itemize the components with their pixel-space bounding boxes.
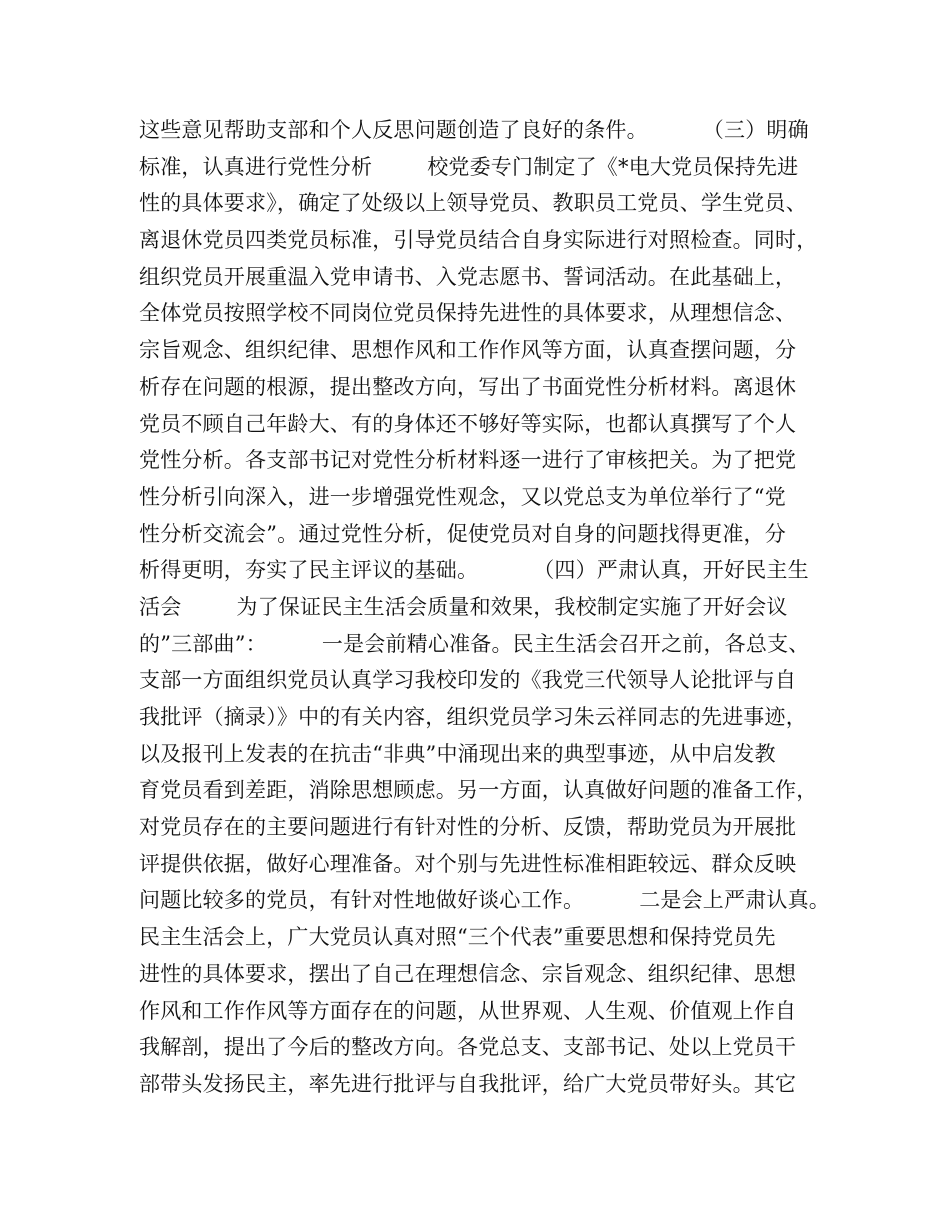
text-line: 标准，认真进行党性分析 校党委专门制定了《*电大党员保持先进: [139, 154, 799, 179]
text-line: 宗旨观念、组织纪律、思想作风和工作作风等方面，认真查摆问题，分: [139, 338, 797, 363]
text-line: 我批评（摘录）》中的有关内容，组织党员学习朱云祥同志的先进事迹，: [139, 705, 807, 729]
text-line: 问题比较多的党员，有针对性地做好谈心工作。 二是会上严肃认真。: [139, 888, 830, 913]
body-text: [139, 112, 839, 1103]
text-line: 评提供依据，做好心理准备。对个别与先进性标准相距较远、群众反映: [139, 851, 797, 876]
text-line: 进性的具体要求，摆出了自己在理想信念、宗旨观念、组织纪律、思想: [139, 961, 797, 986]
text-line: 民主生活会上，广大党员认真对照“三个代表”重要思想和保持党员先: [139, 925, 776, 950]
text-line: 离退休党员四类党员标准，引导党员结合自身实际进行对照检查。同时，: [139, 228, 818, 253]
text-line: 支部一方面组织党员认真学习我校印发的《我党三代领导人论批评与自: [139, 668, 797, 693]
text-line: 党性分析。各支部书记对党性分析材料逐一进行了审核把关。为了把党: [139, 448, 797, 473]
text-line: 性分析引向深入，进一步增强党性观念，又以党总支为单位举行了“党: [139, 484, 786, 509]
text-line: 以及报刊上发表的在抗击“非典”中涌现出来的典型事迹，从中启发教: [139, 741, 776, 766]
text-line: 性的具体要求》，确定了处级以上领导党员、教职员工党员、学生党员、: [139, 191, 807, 216]
text-line: 我解剖，提出了今后的整改方向。各党总支、支部书记、处以上党员干: [139, 1035, 797, 1060]
text-line: 育党员看到差距，消除思想顾虑。另一方面，认真做好问题的准备工作，: [139, 778, 818, 803]
text-line: 部带头发扬民主，率先进行批评与自我批评，给广大党员带好头。其它: [139, 1071, 797, 1096]
text-line: 对党员存在的主要问题进行有针对性的分析、反馈，帮助党员为开展批: [139, 815, 797, 840]
text-line: 析得更明，夯实了民主评议的基础。 （四）严肃认真，开好民主生: [139, 558, 809, 583]
text-line: 性分析交流会”。通过党性分析，促使党员对自身的问题找得更准，分: [139, 521, 786, 546]
text-line: 活会 为了保证民主生活会质量和效果，我校制定实施了开好会议: [139, 594, 788, 619]
text-line: 作风和工作作风等方面存在的问题，从世界观、人生观、价值观上作自: [139, 998, 797, 1023]
text-line: 党员不顾自己年龄大、有的身体还不够好等实际，也都认真撰写了个人: [139, 411, 797, 436]
text-line: 全体党员按照学校不同岗位党员保持先进性的具体要求，从理想信念、: [139, 301, 797, 326]
text-line: 这些意见帮助支部和个人反思问题创造了良好的条件。 （三）明确: [139, 118, 809, 142]
text-line: 的”三部曲”： 一是会前精心准备。民主生活会召开之前，各总支、: [139, 631, 810, 656]
text-line: 析存在问题的根源，提出整改方向，写出了书面党性分析材料。离退休: [139, 374, 797, 399]
text-line: 组织党员开展重温入党申请书、入党志愿书、誓词活动。在此基础上，: [139, 264, 797, 289]
